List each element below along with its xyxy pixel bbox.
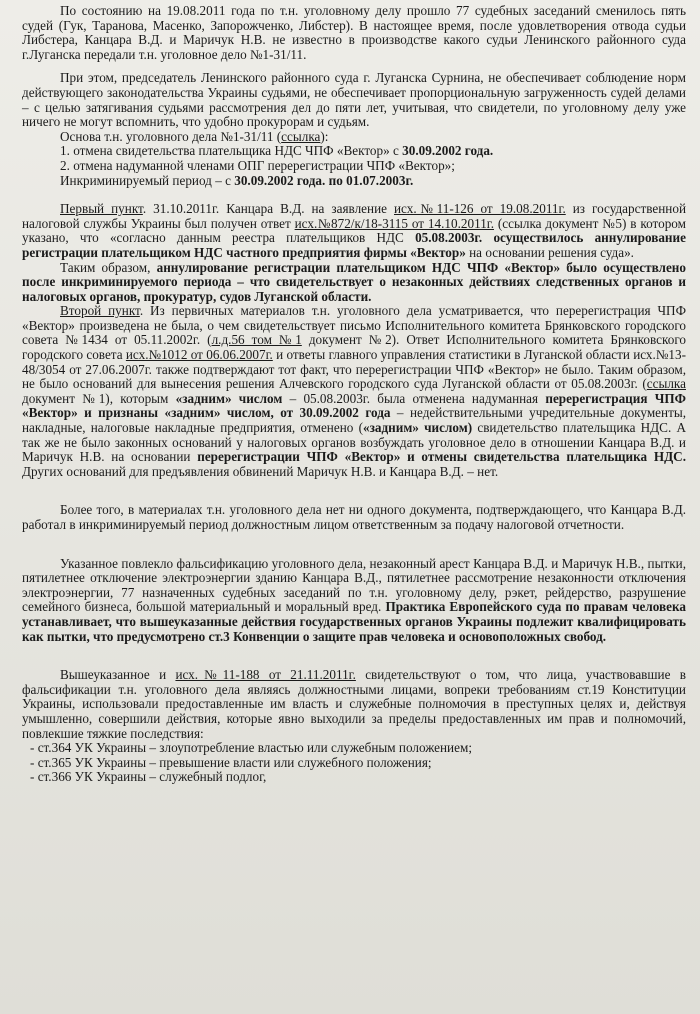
first-point-link-2[interactable]: исх.№872/к/18-3115 от 14.10.2011г. bbox=[294, 215, 495, 231]
case-basis-list bbox=[22, 130, 686, 188]
paragraph-status: По состоянию на 19.08.2011 года по т.н. уголовному делу прошло 77 судебных заседаний сменилось пять судей (Гук, Таранова, Масенко, Запорожченко, Либстер). В настоящее время, после удовлетворения отвода судьи Либстера, Канцара В.Д. и Маричук Н.В. не известно в производстве какого судьи Ленинского районного суда г.Луганска передали т.н. уголовное дело №1-31/11. bbox=[22, 3, 686, 62]
paragraph-moreover: Более того, в материалах т.н. уголовного дела нет ни одного документа, подтверждающего, что Канцара В.Д. работал в инкриминируемый период должностным лицом ответственным за подачу налоговой отчетности. bbox=[22, 502, 686, 532]
first-point-link-1[interactable]: исх.№11-126 от 19.08.2011г. bbox=[394, 201, 566, 217]
case-basis-item-1: 1. отмена свидетельства плательщика НДС ЧПФ «Вектор» с 30.09.2002 года. bbox=[60, 143, 494, 159]
second-point-link-3[interactable]: ссылка bbox=[646, 376, 686, 392]
case-basis-item-2: 2. отмена надуманной членами ОПГ перерегистрации ЧПФ «Вектор»; bbox=[60, 157, 455, 173]
paragraph-court-chair: При этом, председатель Ленинского районного суда г. Луганска Сурнина, не обеспечивает соблюдение норм действующего законодательства Украины судьями, не обеспечивает пропорциональную загруженность судей делами – с целью затягивания судьями рассмотрения дел до пяти лет, учитывая, что свидетели, по уголовному делу уже ничего не могут вспомнить, что удобно прокурорам и судьям. bbox=[22, 70, 686, 130]
article-list bbox=[22, 741, 686, 785]
paragraph-first-point: Первый пункт. 31.10.2011г. Канцара В.Д. на заявление исх.№11-126 от 19.08.2011г. из государственной налоговой службы Украины был получен ответ исх.№872/к/18-3115 от 14.10.2011г. (ссылка документ №5) в котором указано, что «согласно данным реестра плательщиков НДС 05.08.2003г. осуществилось аннулирование регистрации плательщиком НДС частного предприятия фирмы «Вектор» на основании решения суда». bbox=[22, 201, 687, 260]
article-item-364: - ст.364 УК Украины – злоупотребление властью или служебным положением; bbox=[30, 740, 472, 756]
second-point-link-2[interactable]: исх.№1012 от 06.06.2007г. bbox=[125, 347, 273, 363]
case-basis-link[interactable]: ссылка bbox=[281, 128, 321, 144]
first-point-label: Первый пункт bbox=[60, 201, 143, 217]
above-mentioned-link[interactable]: исх.№11-188 от 21.11.2011г. bbox=[175, 667, 356, 683]
case-basis-heading: Основа т.н. уголовного дела №1-31/11 (ссылка): bbox=[60, 128, 329, 144]
paragraph-above-mentioned: Вышеуказанное и исх.№11-188 от 21.11.2011г. свидетельствуют о том, что лица, участвовавшие в фальсификации т.н. уголовного дела являясь должностными лицами, вопреки требованиям ст.19 Конституции Украины, использовали предоставленные им власть и служебные полномочия в преступных целях и, действуя умышленно, совершили действия, которые явно выходили за пределы предоставленных им прав и полномочий, повлекшие тяжкие последствия: bbox=[22, 667, 686, 741]
second-point-label: Второй пункт bbox=[60, 303, 140, 319]
incriminated-period: Инкриминируемый период – с 30.09.2002 года. по 01.07.2003г. bbox=[60, 172, 414, 188]
paragraph-consequences: Указанное повлекло фальсификацию уголовного дела, незаконный арест Канцара В.Д. и Маричук Н.В., пытки, пятилетнее отключение электроэнергии зданию Канцара В.Д., пятилетнее рассмотрение незаконности отключения электроэнергии, 77 назначенных судебных заседаний по т.н. уголовному делу, рэкет, рейдерство, разрушение семейного бизнеса, большой материальный и моральный вред. Практика Европейского суда по правам человека устанавливает, что вышеуказанные действия государственных органов Украины подлежит квалифицировать как пытки, что предусмотрено ст.3 Конвенции о защите прав человека и основоположных свобод. bbox=[22, 555, 686, 644]
second-point-link-1[interactable]: л.д.56 том №1 bbox=[211, 332, 302, 348]
paragraph-thus: Таким образом, аннулирование регистрации плательщиком НДС ЧПФ «Вектор» было осуществлено после инкриминируемого периода – что свидетельствует о незаконных действиях следственных органов и налоговых органов, прокуратур, судов Луганской области. bbox=[22, 259, 686, 304]
article-item-365: - ст.365 УК Украины – превышение власти или служебного положения; bbox=[30, 754, 432, 770]
article-item-366: - ст.366 УК Украины – служебный подлог, bbox=[30, 769, 267, 785]
paragraph-second-point: Второй пункт. Из первичных материалов т.н. уголовного дела усматривается, что перерегистрация ЧПФ «Вектор» произведена не была, о чем свидетельствует письмо Исполнительного комитета Брянковского городского совета №1434 от 05.11.2002г. (л.д.56 том №1 документ №2). Ответ Исполнительного комитета Брянковского городского совета исх.№1012 от 06.06.2007г. и ответы главного управления статистики в Луганской области исх.№13-48/3054 от 27.06.2007г. также подтверждают тот факт, что перерегистрации ЧПФ «Вектор» не было. Таким образом, не было оснований для вынесения решения Алчевского городского суда Луганской области от 05.08.2003г. (ссылка документ №1), которым «задним» числом – 05.08.2003г. была отменена надуманная перерегистрация ЧПФ «Вектор» и признаны «задним» числом, от 30.09.2002 года – недействительными учредительные документы, накладные, налоговые накладные предприятия, отменено («задним» числом) свидетельство плательщика НДС. А так же не было законных оснований у налоговых органов возбуждать уголовное дело в отношении Канцара В.Д. и Маричук Н.В. на основании перерегистрации ЧПФ «Вектор» и отмены свидетельства плательщика НДС. Других оснований для предъявления обвинений Маричук Н.В. и Канцара В.Д. – нет. bbox=[22, 303, 687, 479]
